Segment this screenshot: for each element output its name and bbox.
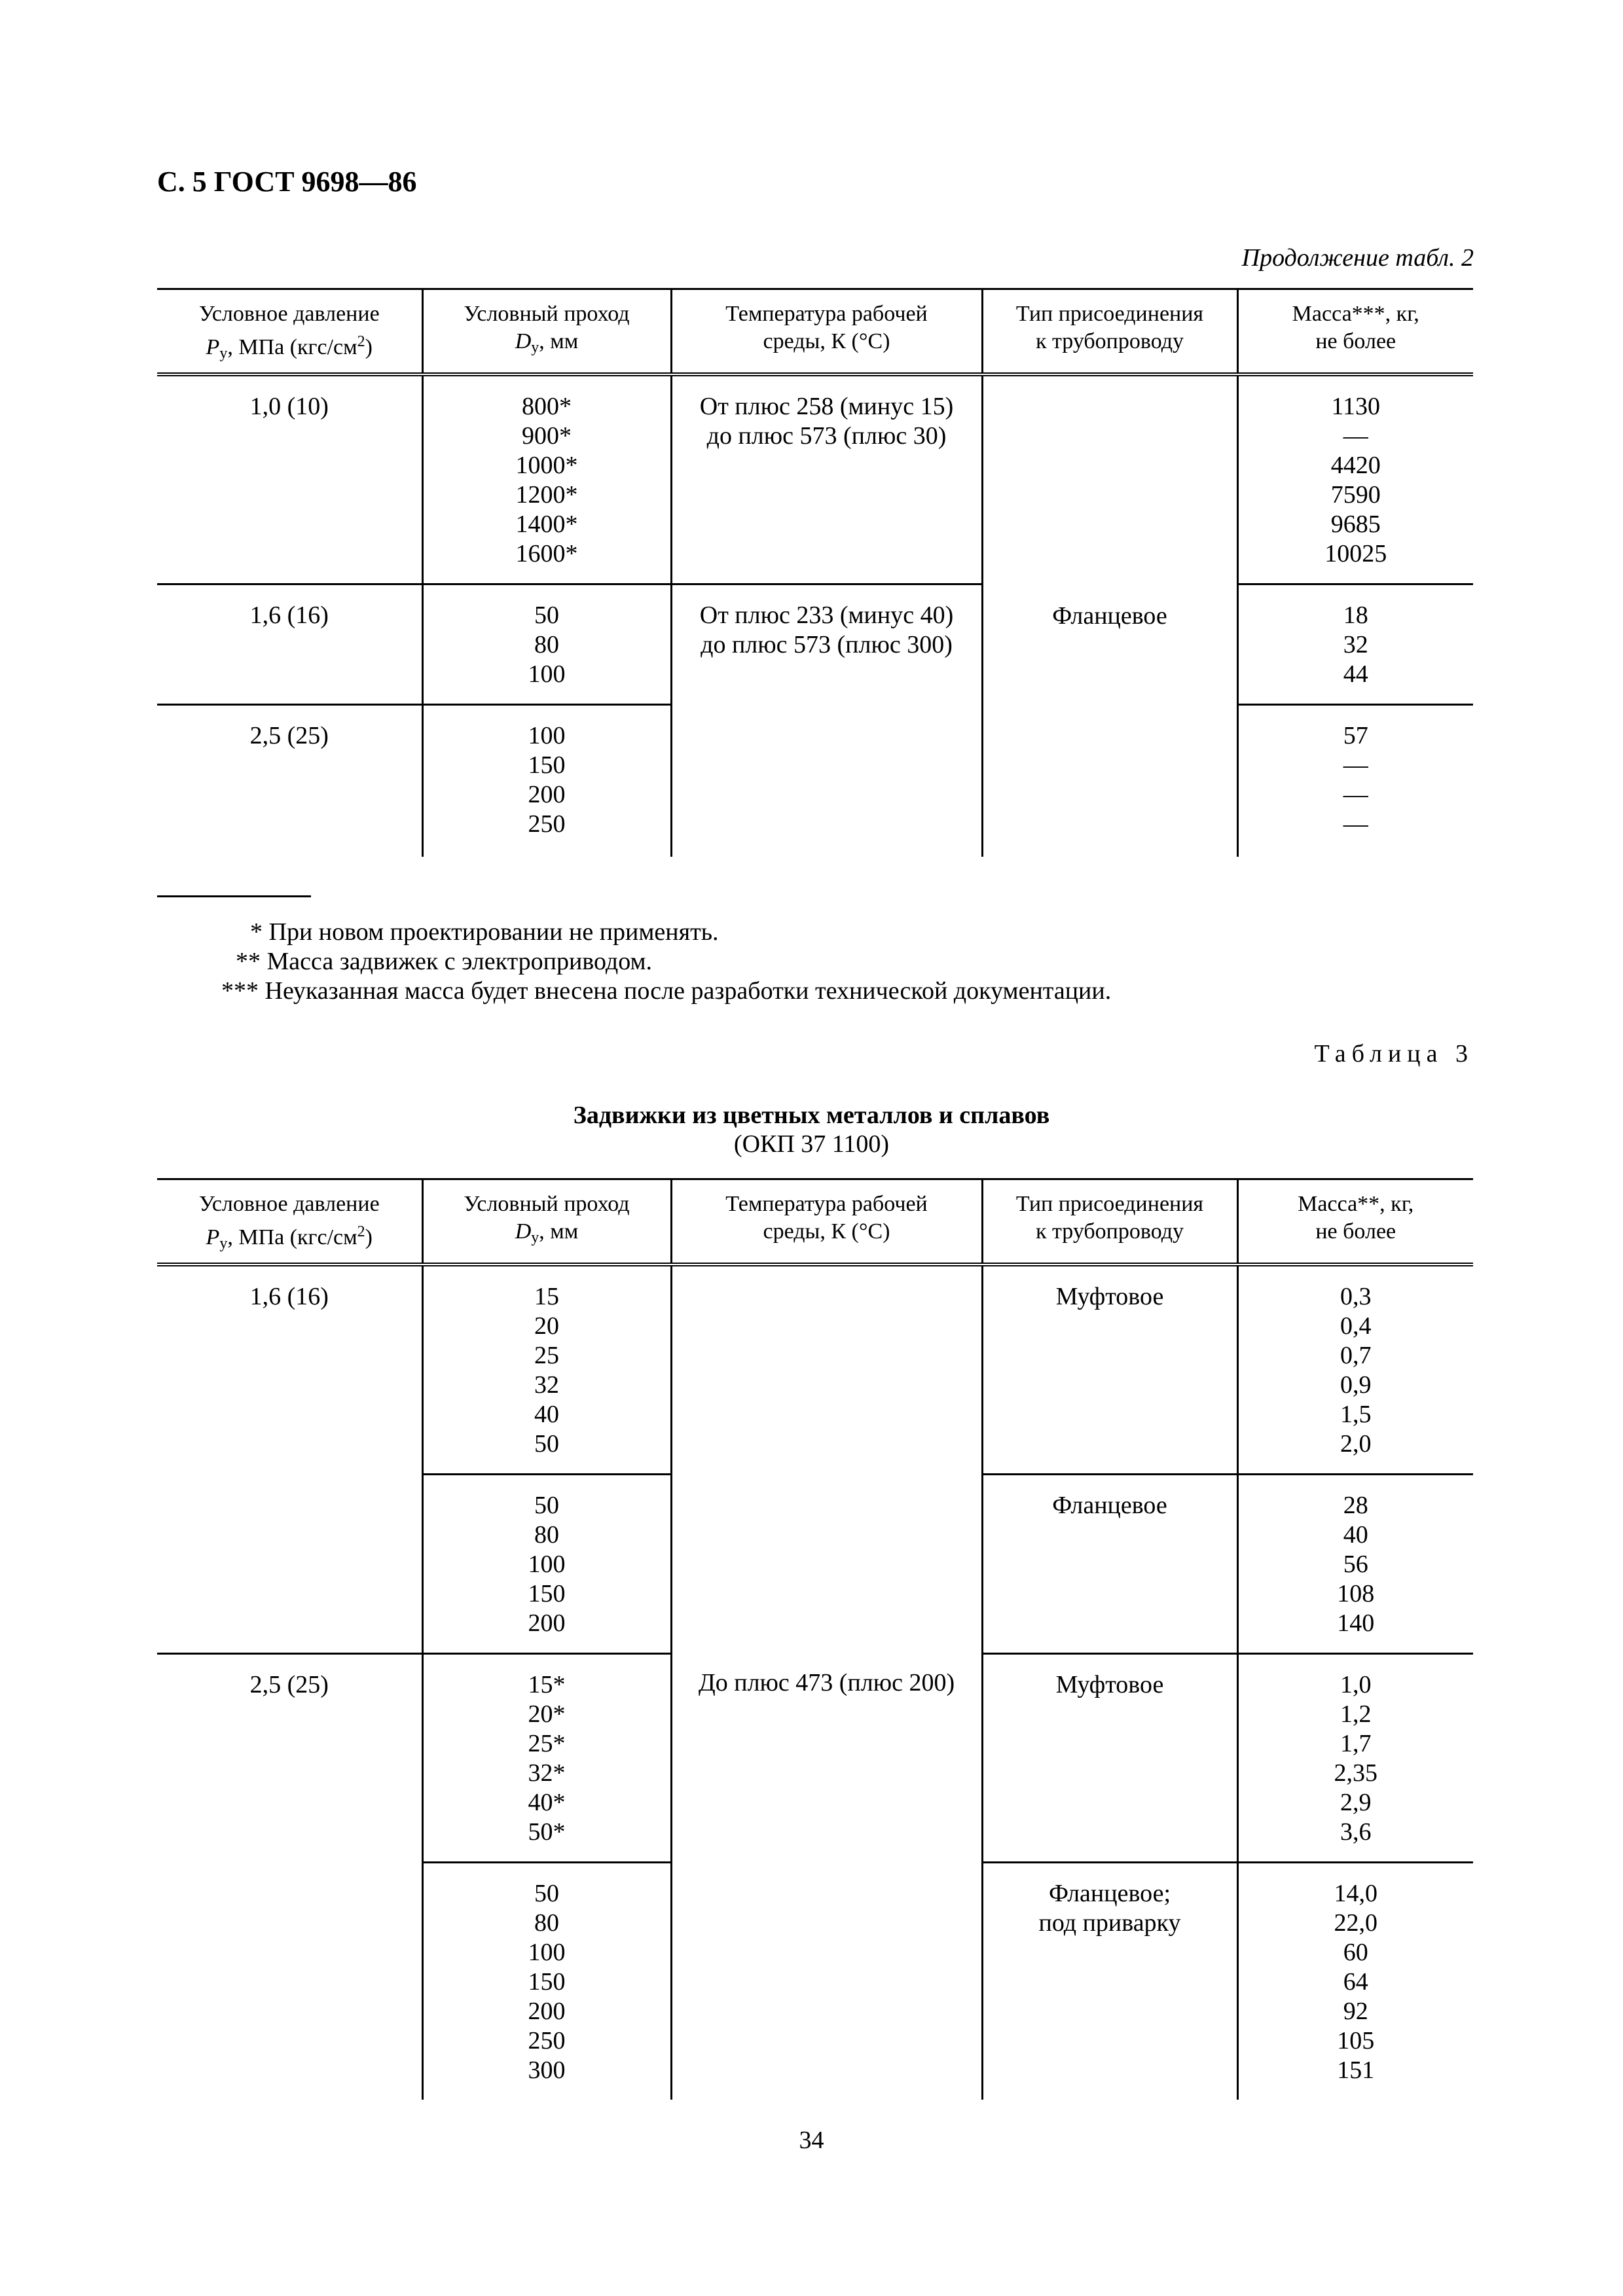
diameter-cell: 15 20 25 32 40 50 <box>422 1265 671 1475</box>
footnote-2: ** Масса задвижек с электроприводом. <box>236 948 653 975</box>
footnote-divider <box>157 895 311 897</box>
diameter-cell: 50 80 100 150 200 250 300 <box>422 1863 671 2100</box>
mass-cell: 14,0 22,0 60 64 92 105 151 <box>1237 1863 1473 2100</box>
table-row <box>157 584 1473 705</box>
footnote-1: * При новом проектировании не применять. <box>250 918 719 946</box>
diameter-cell: 800* 900* 1000* 1200* 1400* 1600* <box>422 374 671 584</box>
table-3-code: (ОКП 37 1100) <box>733 1130 890 1158</box>
header-diameter: Условный проход $D_у$, мм <box>422 289 671 375</box>
temperature-cell: От плюс 233 (минус 40) до плюс 573 (плюс 300) <box>671 584 982 857</box>
header-connection: Тип присоединения к трубопроводу <box>982 1179 1237 1265</box>
mass-cell: 57 — — — <box>1237 705 1473 857</box>
table-2 <box>157 288 1473 857</box>
table-row <box>157 374 1473 584</box>
mass-cell: 1,0 1,2 1,7 2,35 2,9 3,6 <box>1237 1654 1473 1863</box>
connection-cell: Муфтовое <box>982 1265 1237 1475</box>
table-3 <box>157 1178 1473 2100</box>
diameter-cell: 100 150 200 250 <box>422 705 671 857</box>
header-pressure: Условное давление $P_у$, МПа $(кгс/см^2)$ <box>198 1192 380 1252</box>
mass-cell: 18 32 44 <box>1237 584 1473 705</box>
table-continuation-label: Продолжение табл. 2 <box>1241 244 1474 272</box>
pressure-cell: 1,0 (10) <box>249 393 329 420</box>
header-pressure: Условное давление $P_у$, МПа $(кгс/см^2)$ <box>198 302 380 362</box>
temperature-cell: От плюс 258 (минус 15) до плюс 573 (плюс 30) <box>671 374 982 584</box>
table-row <box>157 1265 1473 1475</box>
connection-cell: Фланцевое <box>982 1475 1237 1654</box>
table-3-label: Таблица 3 <box>1314 1040 1474 1067</box>
pressure-cell: 1,6 (16) <box>157 584 422 705</box>
connection-cell: Муфтовое <box>982 1654 1237 1863</box>
diameter-cell: 50 80 100 <box>422 584 671 705</box>
connection-cell: Фланцевое; под приварку <box>982 1863 1237 2100</box>
page-header: С. 5 ГОСТ 9698—86 <box>157 166 417 198</box>
table-header-row <box>157 289 1473 375</box>
header-connection: Тип присоединения к трубопроводу <box>982 289 1237 375</box>
header-mass: Масса***, кг, не более <box>1237 289 1473 375</box>
diameter-cell: 15* 20* 25* 32* 40* 50* <box>422 1654 671 1863</box>
page-number: 34 <box>799 2126 824 2154</box>
header-temperature: Температура рабочей среды, К (°С) <box>671 289 982 375</box>
pressure-cell: 2,5 (25) <box>157 705 422 857</box>
diameter-cell: 50 80 100 150 200 <box>422 1475 671 1654</box>
header-diameter: Условный проход $D_у$, мм <box>422 1179 671 1265</box>
table-header-row <box>157 1179 1473 1265</box>
mass-cell: 1130 — 4420 7590 9685 10025 <box>1237 374 1473 584</box>
footnote-3: *** Неуказанная масса будет внесена после разработки технической документации. <box>221 977 1112 1005</box>
header-temperature: Температура рабочей среды, К (°С) <box>671 1179 982 1265</box>
connection-cell: Фланцевое <box>982 374 1237 857</box>
table-3-title: Задвижки из цветных металлов и сплавов <box>573 1102 1050 1129</box>
header-mass: Масса**, кг, не более <box>1237 1179 1473 1265</box>
pressure-cell: 2,5 (25) <box>157 1654 422 2100</box>
mass-cell: 28 40 56 108 140 <box>1237 1475 1473 1654</box>
mass-cell: 0,3 0,4 0,7 0,9 1,5 2,0 <box>1237 1265 1473 1475</box>
temperature-cell: До плюс 473 (плюс 200) <box>671 1265 982 2100</box>
pressure-cell: 1,6 (16) <box>249 1283 329 1310</box>
